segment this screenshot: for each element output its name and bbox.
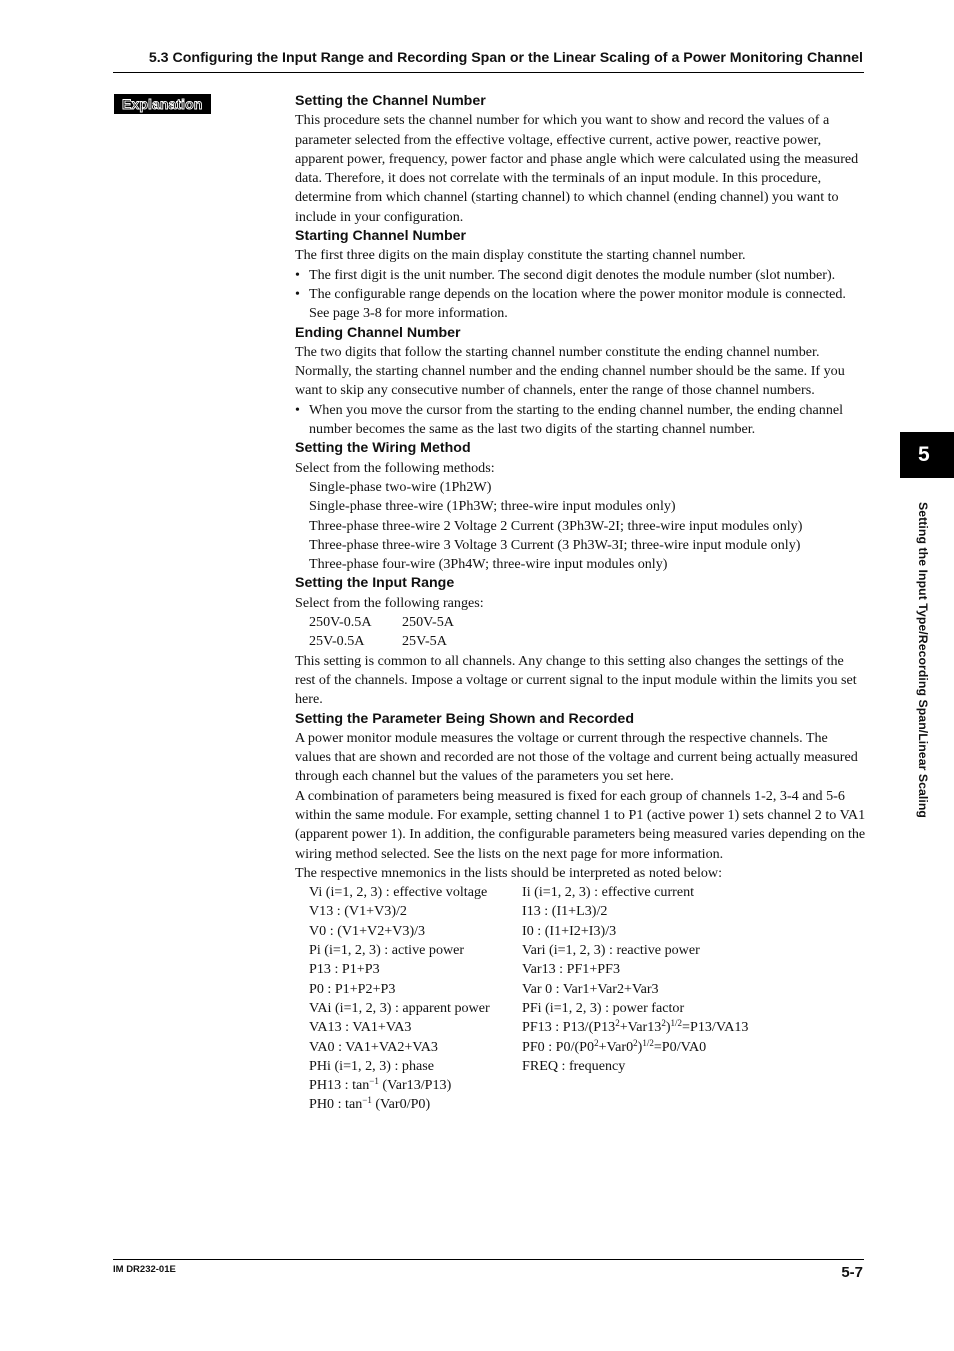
mnemonic-entry: PFi (i=1, 2, 3) : power factor [522, 999, 685, 1016]
footer-page-number: 5-7 [841, 1264, 863, 1281]
bullet-text: The first digit is the unit number. The second digit denotes the module number (slot number). [309, 266, 836, 283]
mnemonic-entry: VAi (i=1, 2, 3) : apparent power [309, 999, 490, 1016]
mnemonic-entry: Pi (i=1, 2, 3) : active power [309, 942, 465, 959]
mnemonic-entry: FREQ : frequency [522, 1057, 626, 1074]
formula-part: ) [637, 1038, 643, 1055]
formula-part: PH0 : tan [309, 1096, 363, 1113]
heading-parameter: Setting the Parameter Being Shown and Recorded [295, 710, 634, 727]
mnemonic-entry: VA13 : VA1+VA3 [309, 1019, 412, 1036]
formula-superscript: 1/2 [670, 1018, 683, 1029]
formula-part: (Var13/P13) [378, 1077, 452, 1094]
formula-part: =P0/VA0 [653, 1038, 707, 1055]
paragraph-input-range-intro: Select from the following ranges: [295, 594, 484, 611]
range-option: 25V-0.5A [309, 633, 365, 650]
mnemonic-row [295, 941, 867, 960]
mnemonic-entry [309, 1076, 522, 1095]
mnemonic-row [295, 883, 867, 902]
formula-superscript: −1 [362, 1095, 372, 1106]
heading-starting-channel: Starting Channel Number [295, 228, 467, 245]
wiring-option: Single-phase two-wire (1Ph2W) [309, 478, 492, 495]
mnemonic-row [295, 1018, 867, 1037]
mnemonic-entry: Var13 : PF1+PF3 [522, 961, 621, 978]
range-row [295, 613, 867, 632]
mnemonic-entry [522, 1038, 706, 1057]
heading-ending-channel: Ending Channel Number [295, 324, 461, 341]
mnemonic-list [295, 883, 867, 1115]
range-option: 25V-5A [402, 633, 447, 650]
paragraph-parameter-1: A power monitor module measures the voltage or current through the respective channels. The values that are shown and recorded are not those of the voltage and current being actually measured through each channel but the values of the parameters you set here. [295, 729, 858, 785]
mnemonic-row [295, 1057, 867, 1076]
formula-part: +Var13 [619, 1019, 662, 1036]
mnemonic-row [295, 960, 867, 979]
chapter-number: 5 [918, 443, 930, 466]
formula-superscript: 1/2 [642, 1037, 654, 1048]
wiring-option: Three-phase three-wire 2 Voltage 2 Current (3Ph3W-2I; three-wire input modules only) [309, 517, 803, 534]
paragraph-starting-channel: The first three digits on the main display constitute the starting channel number. [295, 247, 746, 264]
mnemonic-row [295, 922, 867, 941]
formula-part: (Var0/P0) [371, 1096, 431, 1113]
heading-channel-number: Setting the Channel Number [295, 93, 486, 109]
header-rule [113, 72, 864, 73]
mnemonic-entry: P13 : P1+P3 [309, 961, 380, 978]
mnemonic-entry: PHi (i=1, 2, 3) : phase [309, 1057, 434, 1074]
paragraph-wiring-intro: Select from the following methods: [295, 459, 495, 476]
range-option: 250V-0.5A [309, 614, 372, 631]
mnemonic-entry [309, 1095, 522, 1114]
bullet-item: • The configurable range depends on the location where the power monitor module is connected. See page 3-8 for more information. [295, 285, 846, 322]
bullet-text: The configurable range depends on the location where the power monitor module is connected. See page 3-8 for more information. [309, 285, 846, 322]
bullet-item: • The first digit is the unit number. The second digit denotes the module number (slot number). [295, 266, 836, 283]
mnemonic-row [295, 999, 867, 1018]
mnemonic-entry: I13 : (I1+L3)/2 [522, 903, 608, 920]
formula-superscript: 2 [661, 1018, 666, 1029]
formula-part: PF0 : P0/(P0 [522, 1038, 595, 1055]
formula-part: PH13 : tan [309, 1077, 370, 1094]
range-option: 250V-5A [402, 614, 454, 631]
bullet-item: • When you move the cursor from the starting to the ending channel number, the ending channel number becomes the same as the last two digits of the starting channel number. [295, 401, 844, 438]
mnemonic-row [295, 980, 867, 999]
mnemonic-entry: V13 : (V1+V3)/2 [309, 903, 407, 920]
formula-part: PF13 : P13/(P13 [522, 1019, 616, 1036]
mnemonic-entry: I0 : (I1+I2+I3)/3 [522, 922, 617, 939]
mnemonic-entry [522, 1018, 748, 1037]
page-header-title: 5.3 Configuring the Input Range and Recording Span or the Linear Scaling of a Power Monitoring Channel [148, 50, 863, 66]
formula-part: +Var0 [598, 1038, 634, 1055]
range-row [295, 632, 867, 651]
wiring-option: Three-phase four-wire (3Ph4W; three-wire input modules only) [309, 556, 668, 573]
heading-wiring-method: Setting the Wiring Method [295, 440, 471, 457]
main-content [295, 92, 867, 1115]
wiring-option: Single-phase three-wire (1Ph3W; three-wire input modules only) [309, 498, 676, 515]
formula-part: =P13/VA13 [682, 1019, 749, 1036]
mnemonic-entry: VA0 : VA1+VA2+VA3 [309, 1038, 438, 1055]
paragraph-channel-number: This procedure sets the channel number for which you want to show and record the values of a parameter selected from the effective voltage, effective current, active power, reactive power, apparent power, frequency, power factor and phase angle which were calculated using the measured data. Therefore, it does not correlate with the terminals of an input module. In this procedure, determine from which channel (starting channel) to which channel (ending channel) you want to include in your configuration. [295, 112, 859, 225]
footer-doc-id: IM DR232-01E [113, 1264, 176, 1275]
mnemonic-entry: Var 0 : Var1+Var2+Var3 [522, 980, 659, 997]
paragraph-ending-channel: The two digits that follow the starting channel number constitute the ending channel number. Normally, the starting channel number and the ending channel number should be the same. If you want to skip any consecutive number of channels, enter the range of those channel numbers. [295, 343, 845, 399]
wiring-option: Three-phase three-wire 3 Voltage 3 Current (3 Ph3W-3I; three-wire input module only) [309, 536, 801, 553]
explanation-badge-label: Explanation [122, 96, 203, 112]
explanation-badge [114, 94, 211, 114]
formula-superscript: 2 [594, 1037, 599, 1048]
formula-superscript: 2 [615, 1018, 620, 1029]
paragraph-parameter-3: The respective mnemonics in the lists should be interpreted as noted below: [295, 864, 723, 881]
mnemonic-row [295, 1038, 867, 1057]
paragraph-input-range-note: This setting is common to all channels. Any change to this setting also changes the settings of the rest of the channels. Impose a voltage or current signal to the input module within the limits you set here. [295, 652, 857, 708]
footer-rule [113, 1259, 864, 1260]
paragraph-parameter-2: A combination of parameters being measured is fixed for each group of channels 1-2, 3-4 and 5-6 within the same module. For example, setting channel 1 to P1 (active power 1) sets channel 2 to VA1 (apparent power 1). In addition, the configurable parameters being measured varies depending on the wiring method selected. See the lists on the next page for more information. [295, 787, 866, 862]
bullet-text: When you move the cursor from the starting to the ending channel number, the ending channel number becomes the same as the last two digits of the starting channel number. [309, 401, 844, 438]
mnemonic-row [295, 1076, 867, 1095]
formula-superscript: −1 [369, 1076, 379, 1087]
formula-part: ) [665, 1019, 671, 1036]
heading-input-range: Setting the Input Range [295, 575, 455, 592]
mnemonic-entry: V0 : (V1+V2+V3)/3 [309, 922, 426, 939]
mnemonic-row [295, 902, 867, 921]
mnemonic-entry: Vari (i=1, 2, 3) : reactive power [522, 942, 700, 959]
mnemonic-row [295, 1095, 867, 1114]
formula-superscript: 2 [633, 1037, 638, 1048]
mnemonic-entry: Ii (i=1, 2, 3) : effective current [522, 884, 695, 901]
mnemonic-entry: Vi (i=1, 2, 3) : effective voltage [309, 884, 488, 901]
mnemonic-entry: P0 : P1+P2+P3 [309, 980, 396, 997]
chapter-tab [900, 432, 954, 478]
chapter-side-label: Setting the Input Type/Recording Span/Linear Scaling [916, 502, 930, 818]
